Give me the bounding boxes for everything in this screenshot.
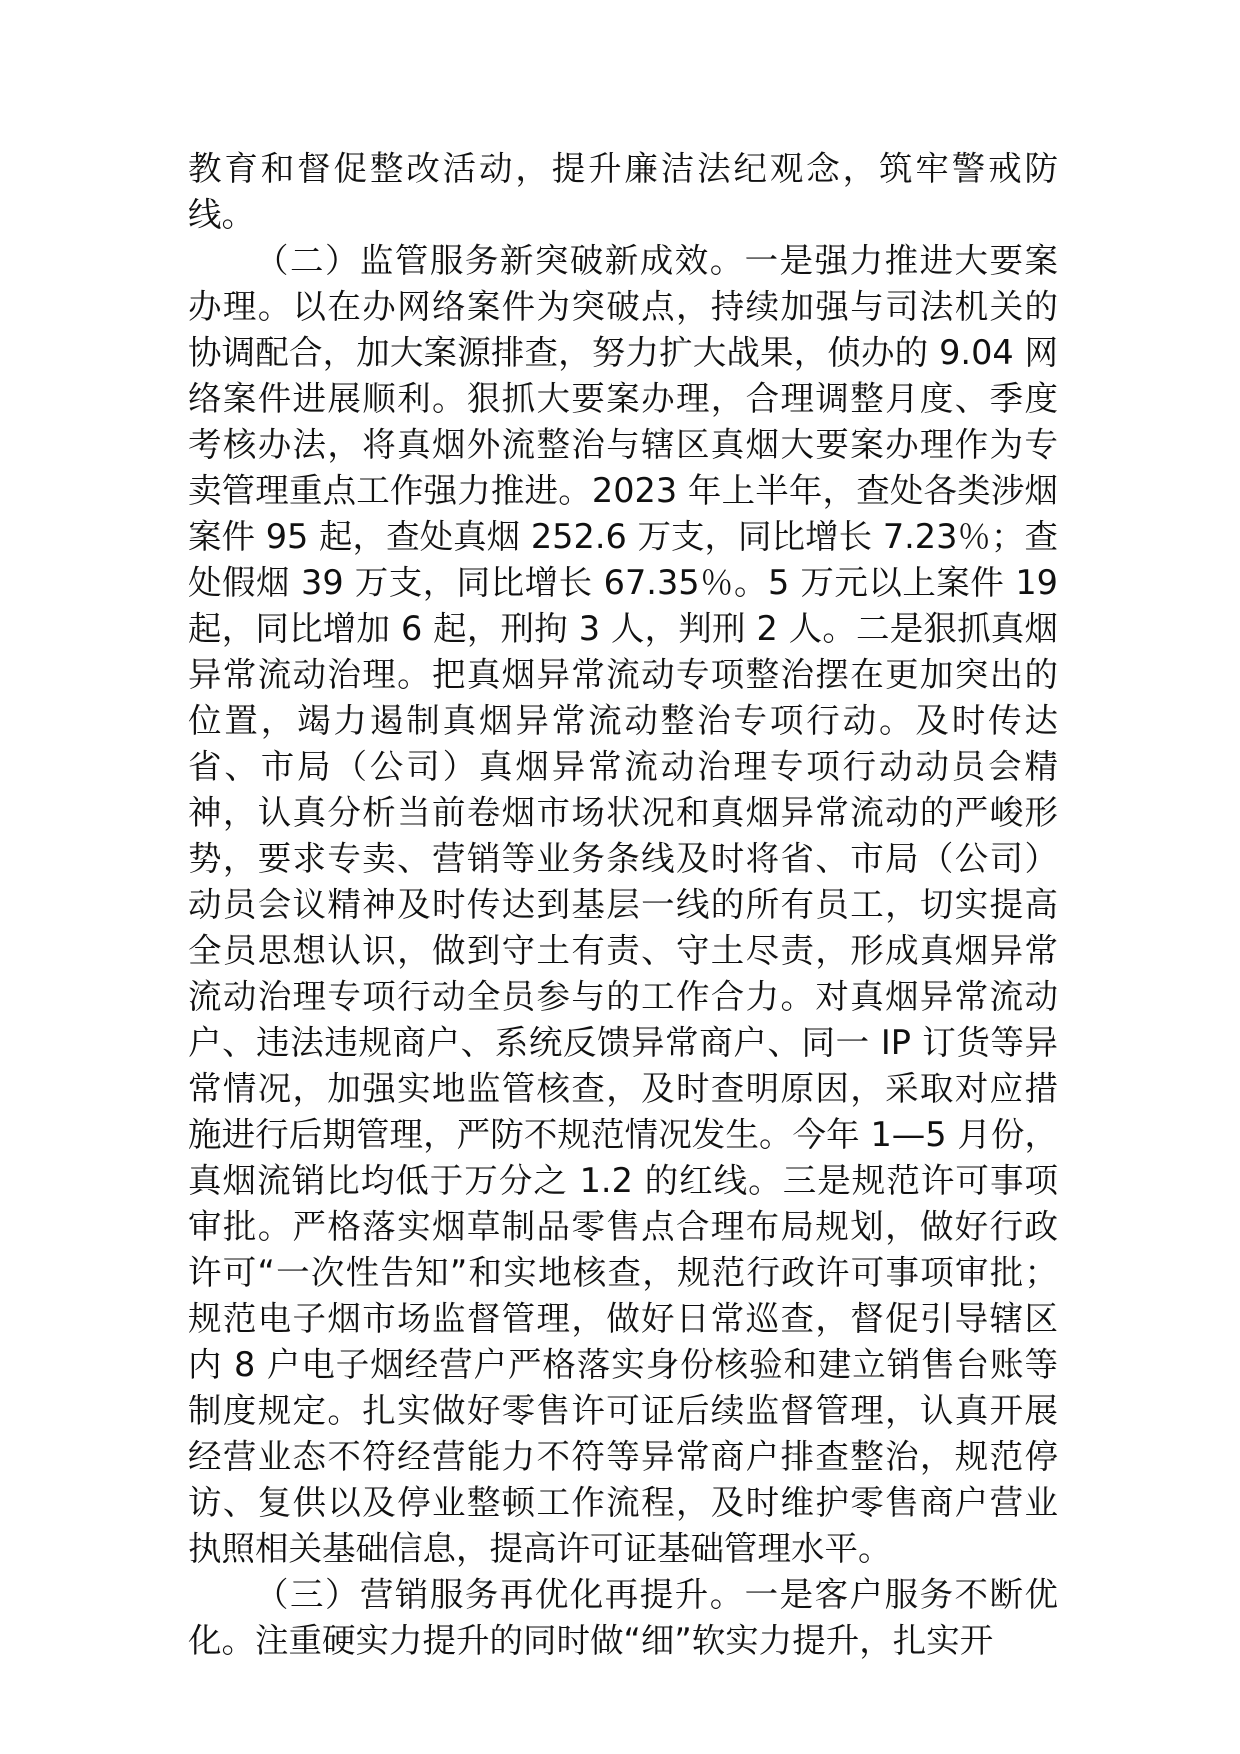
paragraph-continuation: 教育和督促整改活动，提升廉洁法纪观念，筑牢警戒防线。 bbox=[188, 149, 1058, 234]
paragraph-supervision-service: （二）监管服务新突破新成效。一是强力推进大要案办理。以在办网络案件为突破点，持续加强与司法机关的协调配合，加大案源排查，努力扩大战果，侦办的 9.04 网络案件进展顺利。狠抓大要案办理，合理调整月度、季度考核办法，将真烟外流整治与辖区真烟大要案办理作为专卖管理重点工作强力推进。2023 年上半年，查处各类涉烟案件 95 起，查处真烟 252.6 万支，同比增长 7.23％；查处假烟 39 万支，同比增长 67.35％。5 万元以上案件 19 起，同比增加 6 起，刑拘 3 人，判刑 2 人。二是狠抓真烟异常流动治理。把真烟异常流动专项整治摆在更加突出的位置，竭力遏制真烟异常流动整治专项行动。及时传达省、市局（公司）真烟异常流动治理专项行动动员会精神，认真分析当前卷烟市场状况和真烟异常流动的严峻形势，要求专卖、营销等业务条线及时将省、市局（公司）动员会议精神及时传达到基层一线的所有员工，切实提高全员思想认识，做到守土有责、守土尽责，形成真烟异常流动治理专项行动全员参与的工作合力。对真烟异常流动户、违法违规商户、系统反馈异常商户、同一 IP 订货等异常情况，加强实地监管核查，及时查明原因，采取对应措施进行后期管理，严防不规范情况发生。今年 1—5 月份，真烟流销比均低于万分之 1.2 的红线。三是规范许可事项审批。严格落实烟草制品零售点合理布局规划，做好行政许可“一次性告知”和实地核查，规范行政许可事项审批；规范电子烟市场监督管理，做好日常巡查，督促引导辖区内 8 户电子烟经营户严格落实身份核验和建立销售台账等制度规定。扎实做好零售许可证后续监督管理，认真开展经营业态不符经营能力不符等异常商户排查整治，规范停访、复供以及停业整顿工作流程，及时维护零售商户营业执照相关基础信息，提高许可证基础管理水平。 bbox=[188, 241, 1058, 1568]
paragraph-marketing-service: （三）营销服务再优化再提升。一是客户服务不断优化。注重硬实力提升的同时做“细”软实力提升，扎实开 bbox=[188, 1575, 1058, 1660]
body-text bbox=[188, 146, 1058, 1664]
